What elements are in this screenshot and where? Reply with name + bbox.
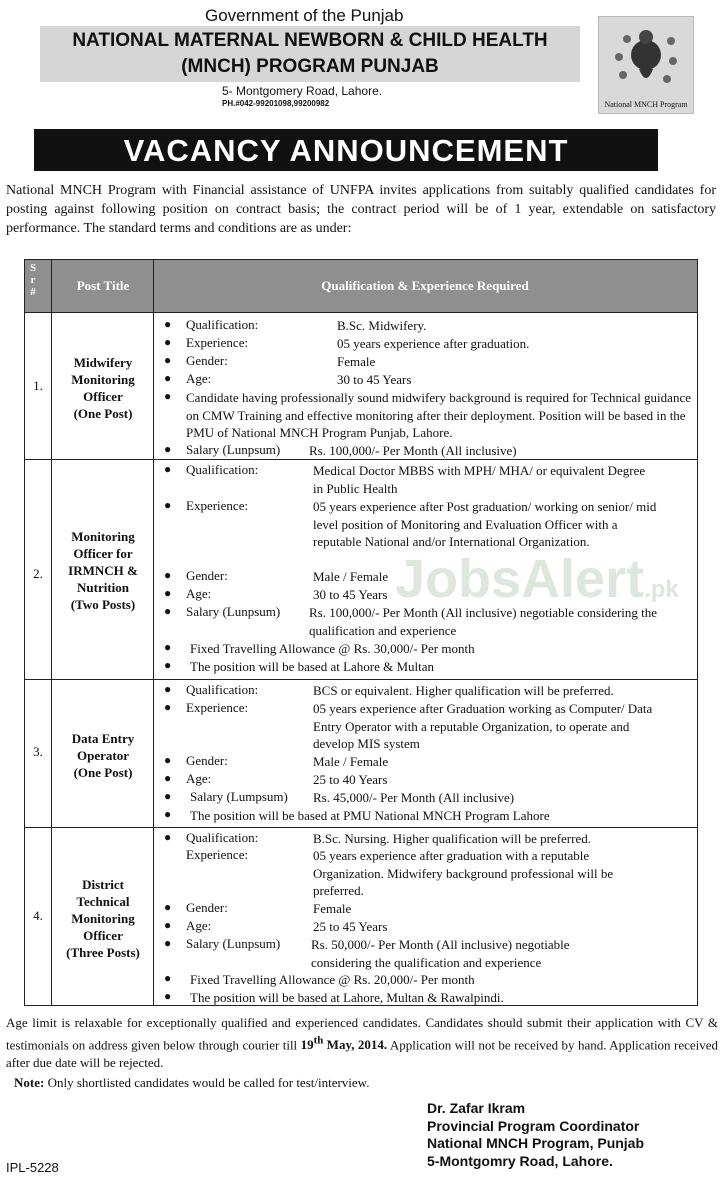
program-name-box bbox=[40, 26, 580, 82]
bullet: ● bbox=[164, 658, 172, 672]
post-title-line: Operator bbox=[77, 748, 129, 763]
gender-value: Female bbox=[313, 901, 352, 916]
header-sr: S r # bbox=[29, 262, 37, 298]
signatory-organization: National MNCH Program, Punjab bbox=[427, 1135, 645, 1151]
bullet: ● bbox=[164, 462, 172, 476]
bullet: ● bbox=[164, 900, 172, 914]
logo-caption: National MNCH Program bbox=[604, 100, 688, 109]
age-value: 25 to 40 Years bbox=[313, 772, 388, 787]
bullet: ● bbox=[164, 807, 172, 821]
travel-allowance: Fixed Travelling Allowance @ Rs. 30,000/- Per month bbox=[190, 641, 475, 656]
program-phone: PH.#042-99201098,99200982 bbox=[222, 99, 330, 108]
bullet: ● bbox=[164, 918, 172, 932]
row-number: 1. bbox=[33, 378, 43, 393]
note bbox=[14, 1075, 369, 1091]
program-name-line1: NATIONAL MATERNAL NEWBORN & CHILD HEALTH bbox=[72, 30, 548, 51]
post-title-line: Midwifery bbox=[73, 355, 133, 370]
row-number: 4. bbox=[33, 908, 43, 923]
bullet: ● bbox=[164, 830, 172, 844]
gender-label: Gender: bbox=[186, 753, 228, 768]
bullet: ● bbox=[164, 498, 172, 512]
government-heading: Government of the Punjab bbox=[205, 6, 404, 25]
gender-label: Gender: bbox=[186, 568, 228, 583]
bullet: ● bbox=[164, 771, 172, 785]
age-value: 30 to 45 Years bbox=[337, 372, 412, 387]
position-location: The position will be based at PMU National MNCH Program Lahore bbox=[190, 808, 550, 823]
post-title-line: Officer for bbox=[73, 546, 133, 561]
salary-value: Rs. 45,000/- Per Month (All inclusive) bbox=[313, 790, 515, 805]
bullet: ● bbox=[164, 389, 172, 403]
salary-value: Rs. 100,000/- Per Month (All inclusive) negotiable considering the qualification and experience bbox=[309, 605, 658, 638]
vacancy-title: VACANCY ANNOUNCEMENT bbox=[34, 129, 658, 171]
age-label: Age: bbox=[186, 371, 212, 386]
signature-block bbox=[427, 1100, 644, 1170]
watermark-suffix: .pk bbox=[644, 576, 679, 603]
post-title bbox=[53, 730, 153, 781]
post-title-line: (Three Posts) bbox=[66, 945, 140, 960]
bullet: ● bbox=[164, 971, 172, 985]
age-value: 25 to 45 Years bbox=[313, 919, 388, 934]
post-title bbox=[53, 354, 153, 422]
post-title-line: Monitoring bbox=[71, 529, 135, 544]
table-header bbox=[25, 260, 697, 312]
post-title bbox=[53, 876, 153, 961]
age-value: 30 to 45 Years bbox=[313, 587, 388, 602]
row-number: 3. bbox=[33, 744, 43, 759]
post-title-line: Nutrition bbox=[77, 580, 129, 595]
post-title-line: (Two Posts) bbox=[70, 597, 136, 612]
watermark-text: JobsAlert bbox=[395, 549, 645, 609]
position-note: Candidate having professionally sound midwifery background is required for Technical guidance on CMW Training and effective monitoring after their deployment. Position will be based in the PMU of National MNCH Program Punjab, Lahore. bbox=[186, 390, 691, 440]
bullet: ● bbox=[164, 640, 172, 654]
post-title-line: Data Entry bbox=[71, 731, 135, 746]
post-title-line: Monitoring bbox=[71, 372, 135, 387]
post-title-line: IRMNCH & bbox=[68, 563, 138, 578]
experience-label: Experience: bbox=[186, 335, 249, 350]
bullet: ● bbox=[164, 989, 172, 1003]
bullet: ● bbox=[164, 586, 172, 600]
gender-value: Male / Female bbox=[313, 569, 389, 584]
gender-label: Gender: bbox=[186, 353, 228, 368]
header-post-title: Post Title bbox=[76, 278, 130, 293]
qualification-label: Qualification: bbox=[186, 462, 259, 477]
row-divider bbox=[25, 827, 697, 828]
post-title-line: Officer bbox=[83, 928, 123, 943]
bullet: ● bbox=[164, 317, 172, 331]
position-location: The position will be based at Lahore & Multan bbox=[190, 659, 435, 674]
experience-value: 05 years experience after graduation. bbox=[337, 336, 530, 351]
qualification-value: Medical Doctor MBBS with MPH/ MHA/ or equivalent Degree in Public Health bbox=[313, 463, 646, 496]
bullet: ● bbox=[164, 353, 172, 367]
bullet: ● bbox=[164, 700, 172, 714]
age-label: Age: bbox=[186, 771, 212, 786]
post-title-line: (One Post) bbox=[73, 406, 133, 421]
column-divider bbox=[51, 260, 52, 1005]
gender-label: Gender: bbox=[186, 900, 228, 915]
signatory-address: 5-Montgomry Road, Lahore. bbox=[427, 1152, 613, 1169]
post-title-line: Monitoring bbox=[71, 911, 135, 926]
salary-label: Salary (Lunpsum) bbox=[186, 936, 281, 951]
signatory-name: Dr. Zafar Ikram bbox=[427, 1100, 526, 1116]
qualification-label: Qualification: bbox=[186, 317, 259, 332]
salary-label: Salary (Lumpsum) bbox=[190, 789, 288, 804]
header-qualification: Qualification & Experience Required bbox=[321, 278, 529, 293]
intro-paragraph: National MNCH Program with Financial assistance of UNFPA invites applications from suitably qualified candidates for posting against following position on contract basis; the contract period will be of 1 year, extendable on satisfactory performance. The standard terms and conditions are as under: bbox=[6, 183, 716, 236]
qualification-value: B.Sc. Midwifery. bbox=[337, 318, 427, 333]
salary-label: Salary (Lunpsum) bbox=[186, 604, 281, 619]
note-text: Only shortlisted candidates would be called for test/interview. bbox=[44, 1075, 370, 1090]
qualification-value: B.Sc. Nursing. Higher qualification will be preferred. bbox=[313, 831, 591, 846]
experience-value: 05 years experience after graduation with a reputable Organization. Midwifery background professional will be preferred. bbox=[313, 848, 614, 898]
deadline-day: 19 bbox=[300, 1037, 314, 1053]
vacancy-table bbox=[24, 259, 698, 1006]
salary-value: Rs. 100,000/- Per Month (All inclusive) bbox=[309, 443, 517, 458]
experience-label: Experience: bbox=[186, 700, 249, 715]
age-label: Age: bbox=[186, 586, 212, 601]
gender-value: Female bbox=[337, 354, 376, 369]
mnch-logo bbox=[598, 16, 694, 114]
deadline-suffix: th bbox=[313, 1035, 324, 1047]
signatory-designation: Provincial Program Coordinator bbox=[427, 1117, 640, 1134]
qualification-label: Qualification: bbox=[186, 830, 259, 845]
program-address: 5- Montgomery Road, Lahore. bbox=[222, 84, 383, 98]
bullet: ● bbox=[164, 442, 172, 456]
column-divider bbox=[153, 260, 154, 1005]
mother-child-logo-icon bbox=[599, 17, 693, 97]
post-title bbox=[53, 528, 153, 613]
bullet: ● bbox=[164, 753, 172, 767]
gender-value: Male / Female bbox=[313, 754, 389, 769]
post-title-line: Officer bbox=[83, 389, 123, 404]
bullet: ● bbox=[164, 568, 172, 582]
experience-value: 05 years experience after Post graduation/ working on senior/ mid level position of Monitoring and Evaluation Officer with a reputable National and/or International Organization. bbox=[313, 499, 657, 549]
qualification-value: BCS or equivalent. Higher qualification will be preferred. bbox=[313, 683, 614, 698]
post-title-line: (One Post) bbox=[73, 765, 133, 780]
experience-label: Experience: bbox=[186, 498, 249, 513]
qualification-label: Qualification: bbox=[186, 682, 259, 697]
salary-value: Rs. 50,000/- Per Month (All inclusive) negotiable considering the qualification and experience bbox=[311, 937, 570, 970]
post-title-line: Technical bbox=[76, 894, 130, 909]
experience-label: Experience: bbox=[186, 847, 249, 862]
instructions-text-end: Application will not be received by hand. Application received after due date will be rejected. bbox=[6, 1037, 719, 1071]
application-instructions bbox=[6, 1014, 718, 1072]
row-divider bbox=[25, 312, 697, 313]
bullet: ● bbox=[164, 335, 172, 349]
program-name-line2: (MNCH) PROGRAM PUNJAB bbox=[181, 56, 439, 77]
bullet: ● bbox=[164, 371, 172, 385]
row-divider bbox=[25, 679, 697, 680]
instructions-text: Age limit is relaxable for exceptionally qualified and experienced candidates. Candidates should submit their application with CV & testimonials on address given below through courier till bbox=[6, 1015, 718, 1053]
position-location: The position will be based at Lahore, Multan & Rawalpindi. bbox=[190, 990, 504, 1005]
bullet: ● bbox=[164, 682, 172, 696]
ipl-reference: IPL-5228 bbox=[6, 1160, 59, 1175]
travel-allowance: Fixed Travelling Allowance @ Rs. 20,000/- Per month bbox=[190, 972, 475, 987]
deadline-month-year: May, 2014. bbox=[323, 1037, 388, 1053]
deadline-date bbox=[301, 1037, 388, 1052]
note-label: Note: bbox=[14, 1075, 45, 1090]
post-title-line: District bbox=[82, 877, 124, 892]
experience-value: 05 years experience after Graduation working as Computer/ Data Entry Operator with a reputable Organization, to operate and develop MIS system bbox=[313, 701, 653, 751]
row-number: 2. bbox=[33, 566, 43, 581]
bullet: ● bbox=[164, 604, 172, 618]
bullet: ● bbox=[164, 789, 172, 803]
salary-label: Salary (Lunpsum) bbox=[186, 442, 281, 457]
age-label: Age: bbox=[186, 918, 212, 933]
bullet: ● bbox=[164, 936, 172, 950]
